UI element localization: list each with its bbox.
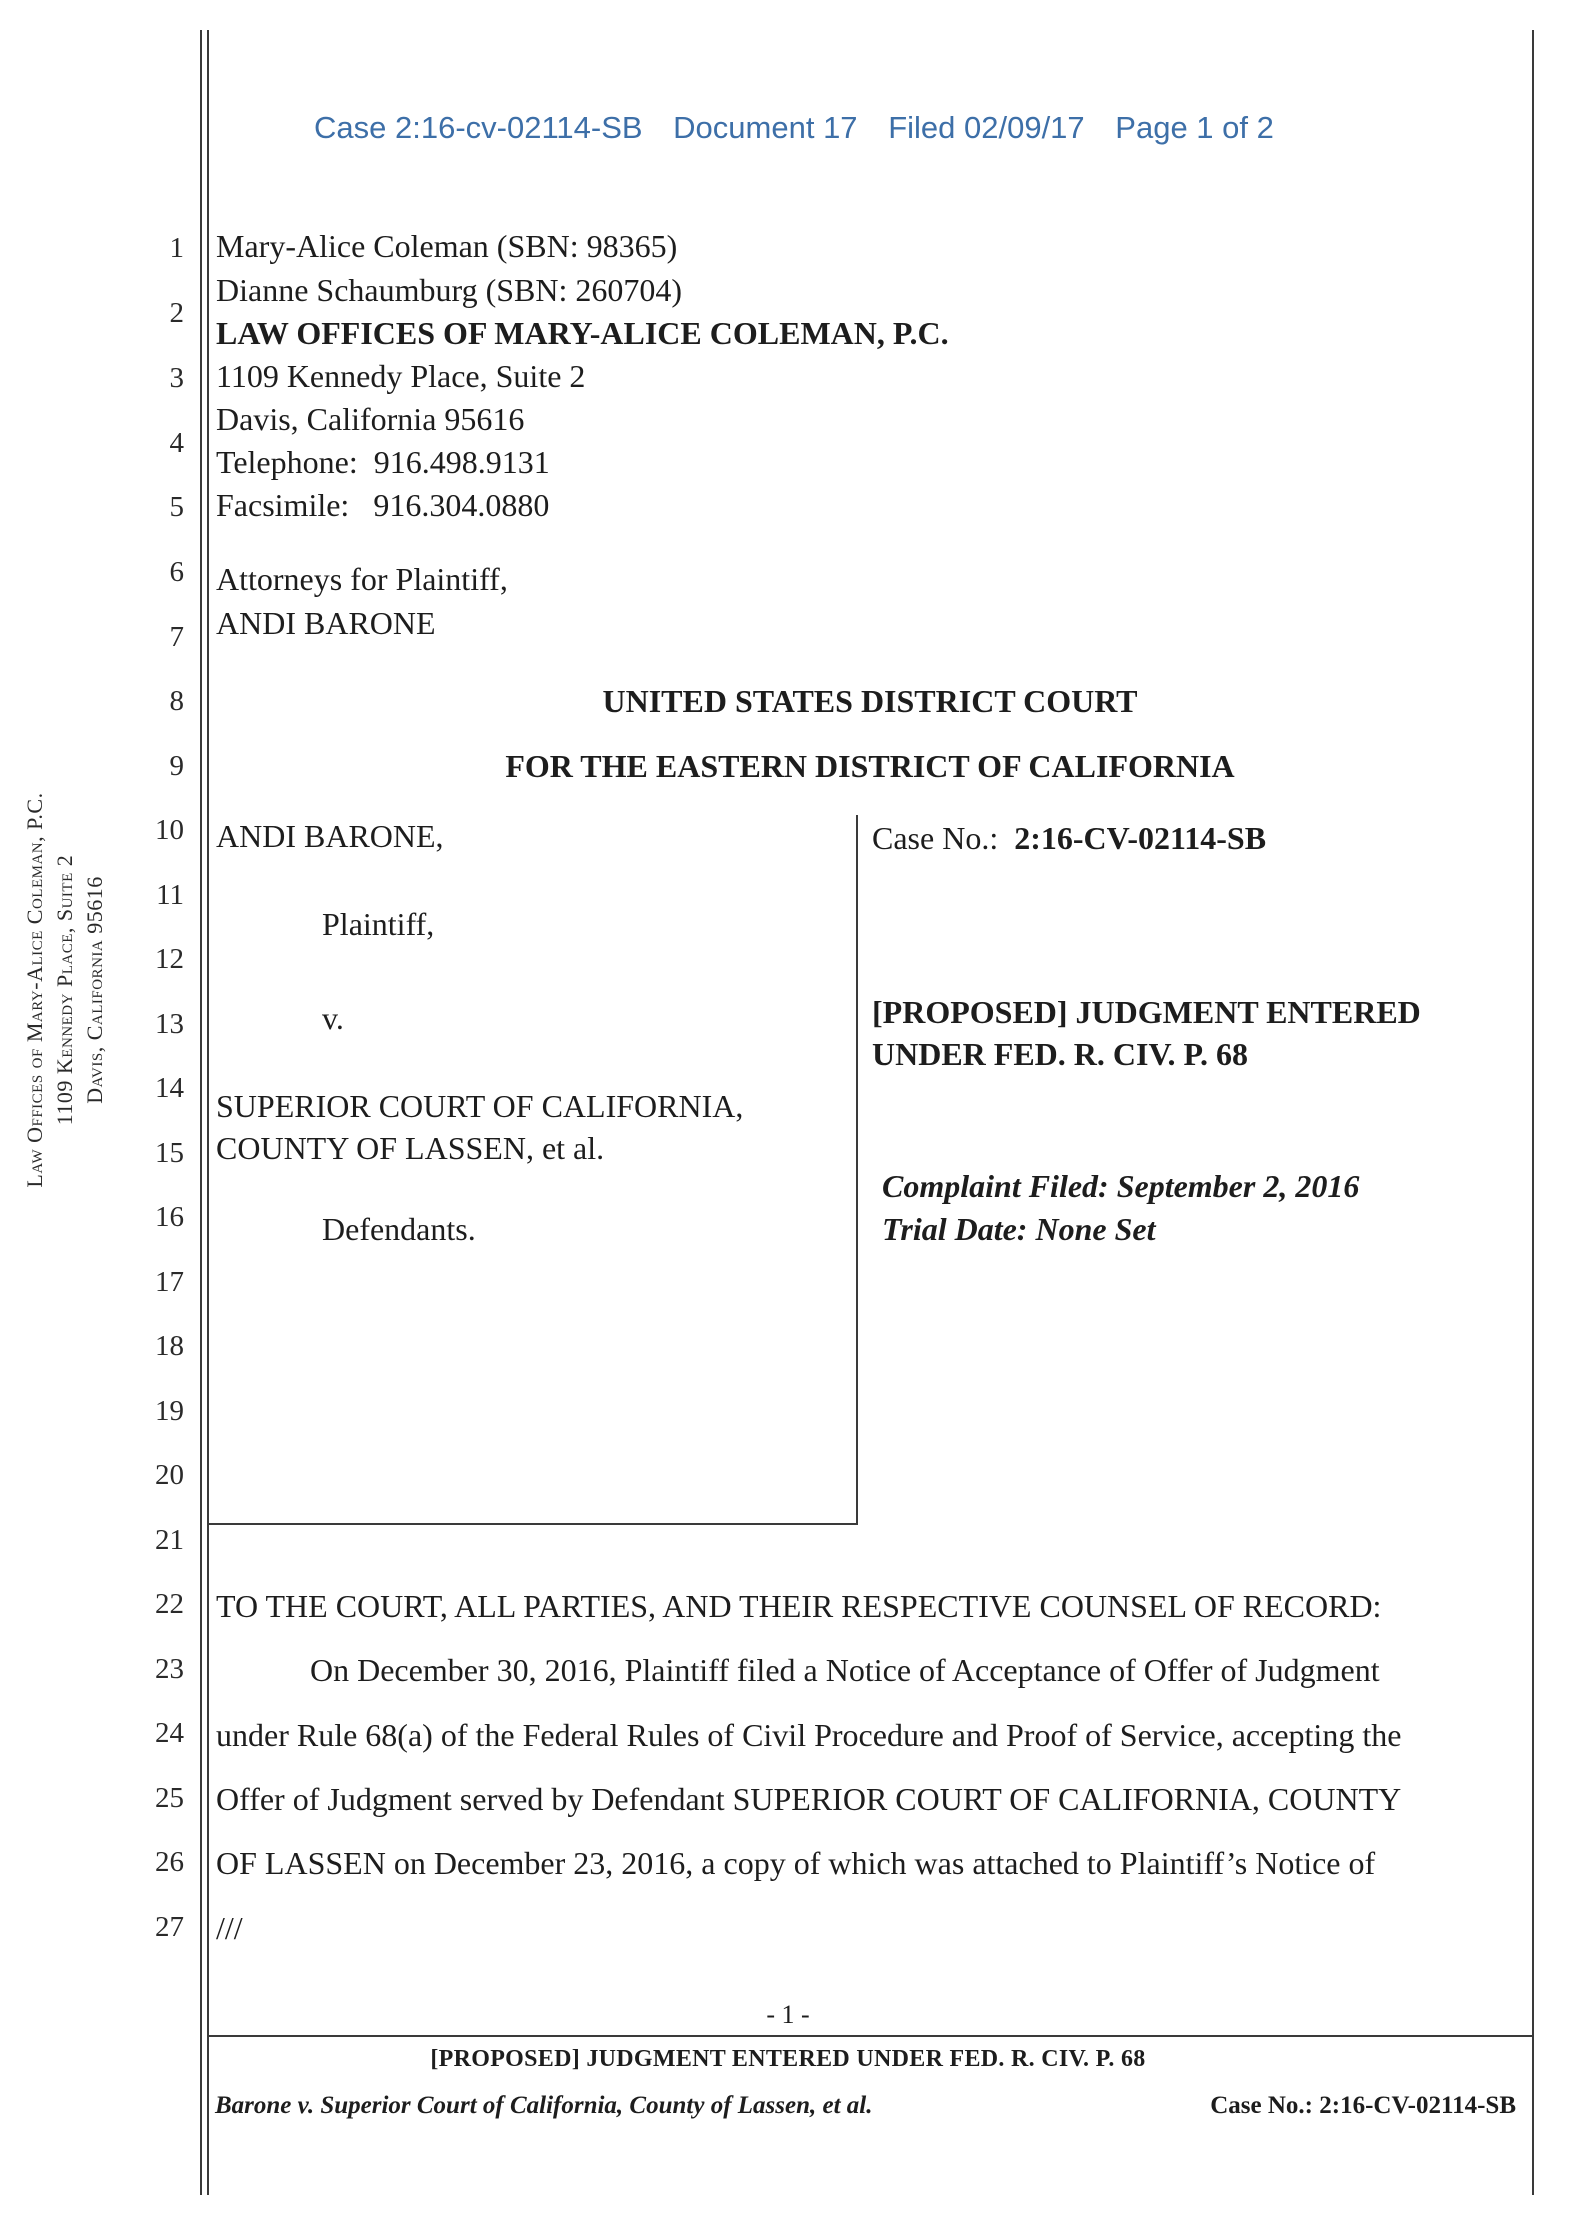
footer-page-number: - 1 - <box>766 2000 810 2029</box>
line-number: 22 <box>155 1588 184 1620</box>
line-number: 18 <box>155 1330 184 1362</box>
line-number: 3 <box>169 362 184 394</box>
attorney-2: Dianne Schaumburg (SBN: 260704) <box>216 272 683 308</box>
attorneys-for: Attorneys for Plaintiff, <box>216 561 508 597</box>
line-number: 11 <box>156 879 184 911</box>
line-number: 5 <box>169 491 184 523</box>
side-stamp-firm: Law Offices of Mary-Alice Coleman, P.C. <box>22 792 47 1188</box>
body-line-23: On December 30, 2016, Plaintiff filed a Notice of Acceptance of Offer of Judgment <box>310 1652 1380 1688</box>
caption-divider <box>856 815 858 1525</box>
defendant-role: Defendants. <box>322 1211 476 1247</box>
line-number: 15 <box>155 1137 184 1169</box>
line-number: 7 <box>169 621 184 653</box>
case-number: 2:16-CV-02114-SB <box>1014 820 1267 856</box>
court-district: FOR THE EASTERN DISTRICT OF CALIFORNIA <box>505 748 1235 784</box>
client-name: ANDI BARONE <box>216 605 436 641</box>
firm-name: LAW OFFICES OF MARY-ALICE COLEMAN, P.C. <box>216 315 949 351</box>
line-number: 24 <box>155 1717 184 1749</box>
line-number: 27 <box>155 1911 184 1943</box>
footer-case-number: Case No.: 2:16-CV-02114-SB <box>1210 2092 1516 2119</box>
line-number: 17 <box>155 1266 184 1298</box>
line-number: 13 <box>155 1008 184 1040</box>
case-number-line <box>872 820 1266 857</box>
footer-caption: Barone v. Superior Court of California, County of Lassen, et al. <box>215 2092 873 2119</box>
left-margin-rule-inner <box>207 30 209 2195</box>
filing-header-stamp <box>314 110 1296 146</box>
versus: v. <box>322 1000 344 1036</box>
line-number: 2 <box>169 297 184 329</box>
line-number: 25 <box>155 1782 184 1814</box>
line-number: 10 <box>155 814 184 846</box>
document-title-2: UNDER FED. R. CIV. P. 68 <box>872 1036 1249 1072</box>
header-page: Page 1 of 2 <box>1115 110 1274 145</box>
document-title-1: [PROPOSED] JUDGMENT ENTERED <box>872 994 1421 1030</box>
line-number: 4 <box>169 427 184 459</box>
firm-side-stamp <box>20 640 130 1340</box>
body-line-24: under Rule 68(a) of the Federal Rules of Civil Procedure and Proof of Service, accepting the <box>216 1717 1402 1753</box>
line-number: 26 <box>155 1846 184 1878</box>
footer-rule <box>209 2035 1532 2037</box>
line-number: 23 <box>155 1653 184 1685</box>
side-stamp-city: Davis, California 95616 <box>82 876 107 1104</box>
line-number: 21 <box>155 1524 184 1556</box>
line-number: 16 <box>155 1201 184 1233</box>
footer-title: [PROPOSED] JUDGMENT ENTERED UNDER FED. R. CIV. P. 68 <box>430 2046 1146 2072</box>
body-line-25: Offer of Judgment served by Defendant SUPERIOR COURT OF CALIFORNIA, COUNTY <box>216 1781 1402 1817</box>
firm-facsimile: Facsimile: 916.304.0880 <box>216 487 550 523</box>
court-name: UNITED STATES DISTRICT COURT <box>602 683 1138 719</box>
right-margin-rule <box>1532 30 1534 2195</box>
side-stamp-address: 1109 Kennedy Place, Suite 2 <box>52 854 77 1126</box>
trial-date: Trial Date: None Set <box>882 1211 1156 1247</box>
plaintiff-name: ANDI BARONE, <box>216 818 444 854</box>
attorney-1: Mary-Alice Coleman (SBN: 98365) <box>216 228 678 264</box>
case-number-label: Case No.: <box>872 820 999 856</box>
line-number: 8 <box>169 685 184 717</box>
line-number: 14 <box>155 1072 184 1104</box>
plaintiff-role: Plaintiff, <box>322 906 435 942</box>
line-number: 19 <box>155 1395 184 1427</box>
salutation: TO THE COURT, ALL PARTIES, AND THEIR RESPECTIVE COUNSEL OF RECORD: <box>216 1588 1382 1624</box>
line-number: 12 <box>155 943 184 975</box>
header-case: Case 2:16-cv-02114-SB <box>314 110 643 145</box>
header-document: Document 17 <box>673 110 858 145</box>
complaint-filed: Complaint Filed: September 2, 2016 <box>882 1168 1360 1204</box>
header-filed: Filed 02/09/17 <box>888 110 1085 145</box>
line-number: 9 <box>169 750 184 782</box>
defendant-line-1: SUPERIOR COURT OF CALIFORNIA, <box>216 1088 744 1124</box>
line-number: 20 <box>155 1459 184 1491</box>
firm-telephone: Telephone: 916.498.9131 <box>216 444 550 480</box>
caption-bottom-rule <box>209 1523 858 1525</box>
left-margin-rule-outer <box>200 30 202 2195</box>
body-line-26: OF LASSEN on December 23, 2016, a copy of which was attached to Plaintiff’s Notice of <box>216 1845 1376 1881</box>
line-number: 6 <box>169 556 184 588</box>
firm-address-1: 1109 Kennedy Place, Suite 2 <box>216 358 586 394</box>
defendant-line-2: COUNTY OF LASSEN, et al. <box>216 1130 605 1166</box>
firm-address-2: Davis, California 95616 <box>216 401 525 437</box>
line-number: 1 <box>169 232 184 264</box>
body-line-27: /// <box>216 1910 243 1946</box>
